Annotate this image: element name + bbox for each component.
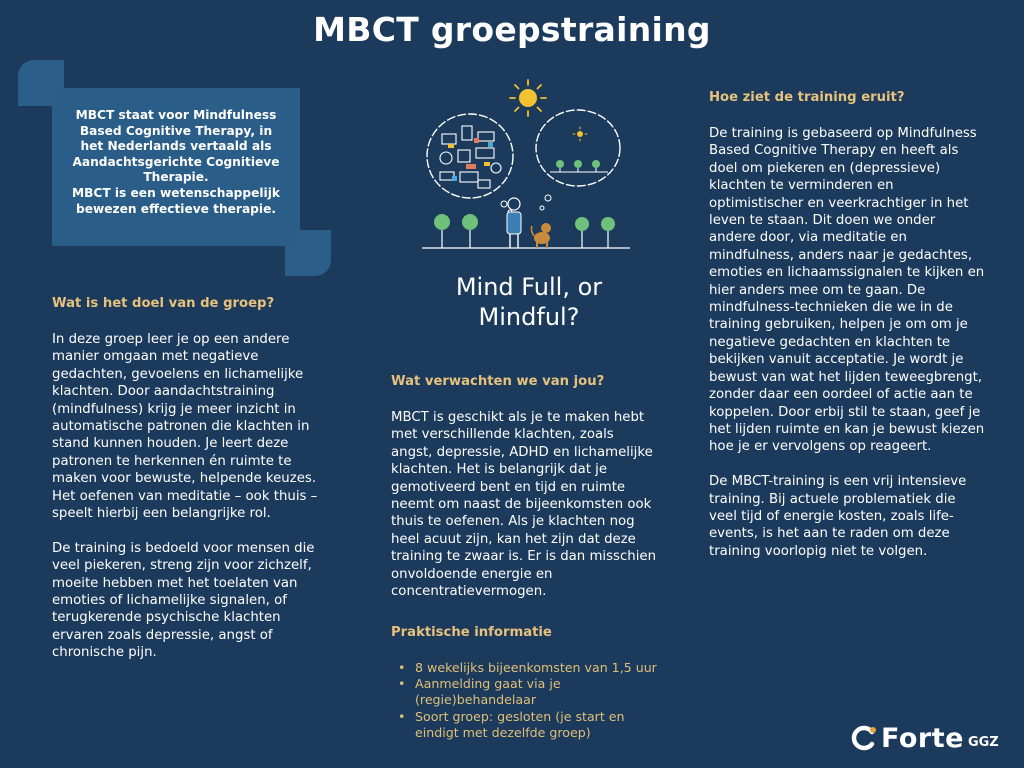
tree-icon [462, 214, 478, 248]
calm-thought-cloud [536, 110, 620, 210]
praktisch-heading: Praktische informatie [391, 625, 552, 640]
busy-thought-cloud [427, 114, 513, 214]
mindfulness-illustration [418, 76, 638, 276]
training-paragraph: De MBCT-training is een vrij intensieve training. Bij actuele problematiek die veel tijd of energie kosten, zoals life-events, is het aan te raden om deze training voorlopig niet te volgen. [709, 474, 967, 559]
tree-icon [601, 217, 615, 248]
logo-mark-icon [850, 724, 878, 752]
intro-line: Based Cognitive Therapy, in [79, 123, 273, 138]
dog-icon [531, 223, 551, 248]
list-item: • Soort groep: gesloten (je start en eindigt met dezelfde groep) [398, 709, 668, 741]
sun-icon [510, 80, 546, 116]
doel-body [52, 331, 324, 679]
list-item: • Aanmelding gaat via je (regie)behandelaar [398, 676, 668, 708]
intro-line: bewezen effectieve therapie. [76, 201, 276, 216]
intro-line: MBCT is een wetenschappelijk [71, 185, 281, 200]
verwachten-body [391, 409, 657, 618]
doel-paragraph: De training is bedoeld voor mensen die veel piekeren, streng zijn voor zichzelf, moeite hebben met het toelaten van emoties of lichamelijke signalen, of terugkerende psychische klachten ervaren zoals depressie, angst of chronische pijn. [52, 540, 315, 661]
illustration-caption [424, 272, 634, 332]
caption-line: Mind Full, or [455, 273, 603, 301]
forte-ggz-logo [850, 718, 999, 758]
page-title: MBCT groepstraining [313, 10, 711, 49]
list-item: • 8 wekelijks bijeenkomsten van 1,5 uur [398, 660, 668, 676]
person-icon [507, 198, 521, 248]
training-body [709, 125, 985, 578]
praktisch-list [398, 660, 668, 741]
caption-line: Mindful? [478, 303, 580, 331]
doel-paragraph: In deze groep leer je op een andere manier omgaan met negatieve gedachten, gevoelens en lichamelijke klachten. Door aandachtstraining (mindfulness) krijg je meer inzicht in automatische patronen die klachten in stand kunnen houden. Je leert deze patronen te herkennen én ruimte te maken voor bewuste, helpende keuzes. Het oefenen van meditatie – ook thuis – speelt hierbij een belangrijke rol. [52, 332, 318, 522]
training-paragraph: De training is gebaseerd op Mindfulness Based Cognitive Therapy en heeft als doel om piekeren en (depressieve) klachten te verminderen en optimistischer en veerkrachtiger in het leven te staan. Dit doen we onder andere door, via meditatie en mindfulness, anders naar je gedachtes, emoties en lichaamssignalen te kijken en hier anders mee om te gaan. De mindfulness-technieken die we in de training gebruiken, helpen je om om je negatieve gedachten en klachten te bekijken vanuit acceptatie. Je wordt je bewust van wat het lijden teweegbrengt, zonder daar een oordeel of actie aan te koppelen. Door erbij stil te staan, geef je het lijden ruimte en kan je bewust kiezen hoe je er vervolgens op reageert. [709, 126, 985, 455]
intro-line: het Nederlands vertaald als [80, 139, 272, 154]
training-heading: Hoe ziet de training eruit? [709, 90, 905, 105]
intro-line: Therapie. [143, 170, 209, 185]
intro-line: Aandachtsgerichte Cognitieve [72, 154, 280, 169]
verwachten-heading: Wat verwachten we van jou? [391, 374, 605, 389]
logo-wordmark: Forte [881, 722, 964, 754]
tree-icon [575, 217, 589, 248]
tree-icon [434, 214, 450, 248]
intro-box [52, 88, 300, 246]
intro-line: MBCT staat voor Mindfulness [75, 108, 277, 122]
verwachten-paragraph: MBCT is geschikt als je te maken hebt met verschillende klachten, zoals angst, depressie, ADHD en lichamelijke klachten. Het is belangrijk dat je gemotiveerd bent en tijd en ruimte neemt om naast de bijeenkomsten ook thuis te oefenen. Als je klachten nog heel acuut zijn, kan het zijn dat deze training te zwaar is. Er is dan misschien onvoldoende energie en concentratievermogen. [391, 410, 657, 600]
doel-heading: Wat is het doel van de groep? [52, 296, 275, 311]
logo-suffix: GGZ [967, 735, 999, 750]
